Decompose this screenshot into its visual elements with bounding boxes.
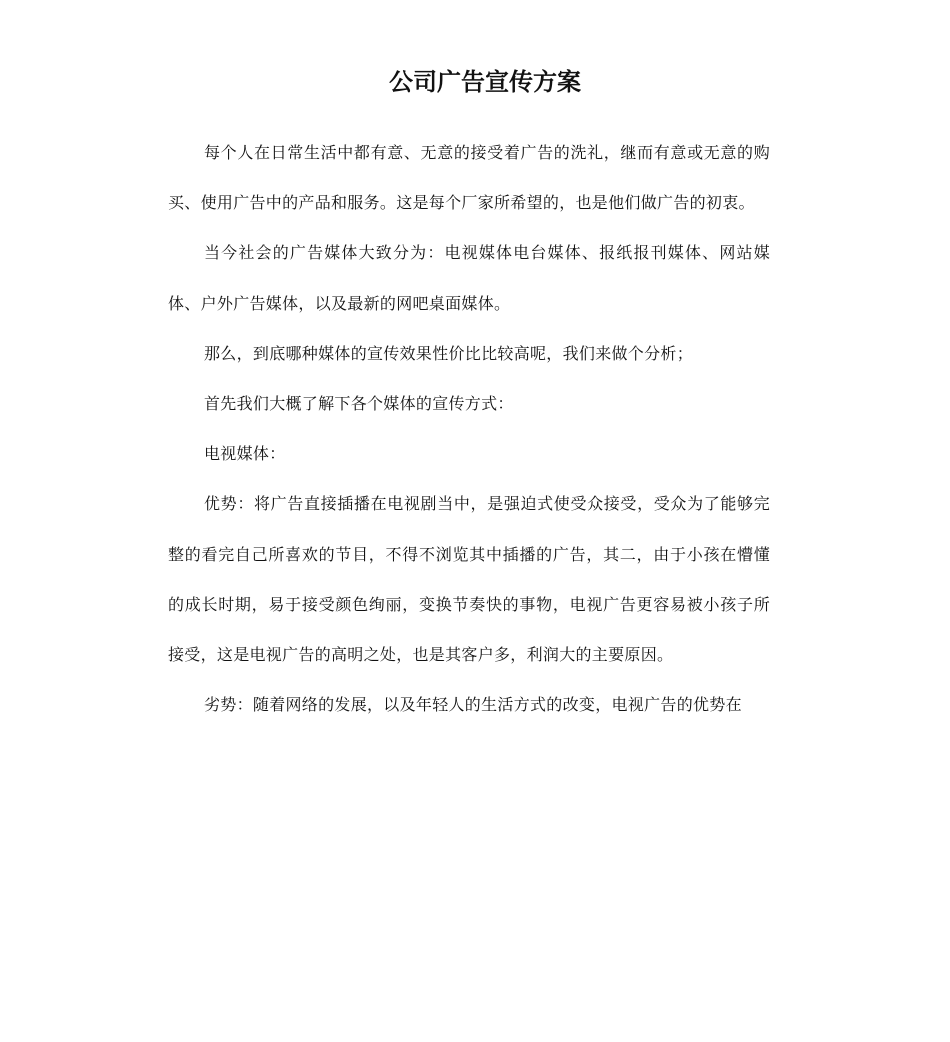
paragraph-question: 那么，到底哪种媒体的宣传效果性价比比较高呢，我们来做个分析；: [204, 343, 694, 363]
document-body: [168, 128, 770, 730]
paragraph-tv-advantages: 优势：将广告直接插播在电视剧当中，是强迫式使受众接受，受众为了能够完整的看完自己所喜欢的节目，不得不浏览其中插播的广告，其二，由于小孩在懵懂的成长时期，易于接受颜色绚丽，变换节奏快的事物，电视广告更容易被小孩子所接受，这是电视广告的高明之处，也是其客户多，利润大的主要原因。: [168, 494, 770, 665]
paragraph-media-types: 当今社会的广告媒体大致分为：电视媒体电台媒体、报纸报刊媒体、网站媒体、户外广告媒体，以及最新的网吧桌面媒体。: [168, 243, 770, 313]
paragraph-tv-disadvantages: 劣势：随着网络的发展，以及年轻人的生活方式的改变，电视广告的优势在: [204, 695, 742, 715]
paragraph-overview: 首先我们大概了解下各个媒体的宣传方式：: [204, 394, 514, 414]
paragraph-intro: 每个人在日常生活中都有意、无意的接受着广告的洗礼，继而有意或无意的购买、使用广告中的产品和服务。这是每个厂家所希望的，也是他们做广告的初衷。: [168, 143, 770, 213]
document-title: 公司广告宣传方案: [389, 68, 581, 96]
paragraph-tv-heading: 电视媒体：: [204, 444, 286, 464]
